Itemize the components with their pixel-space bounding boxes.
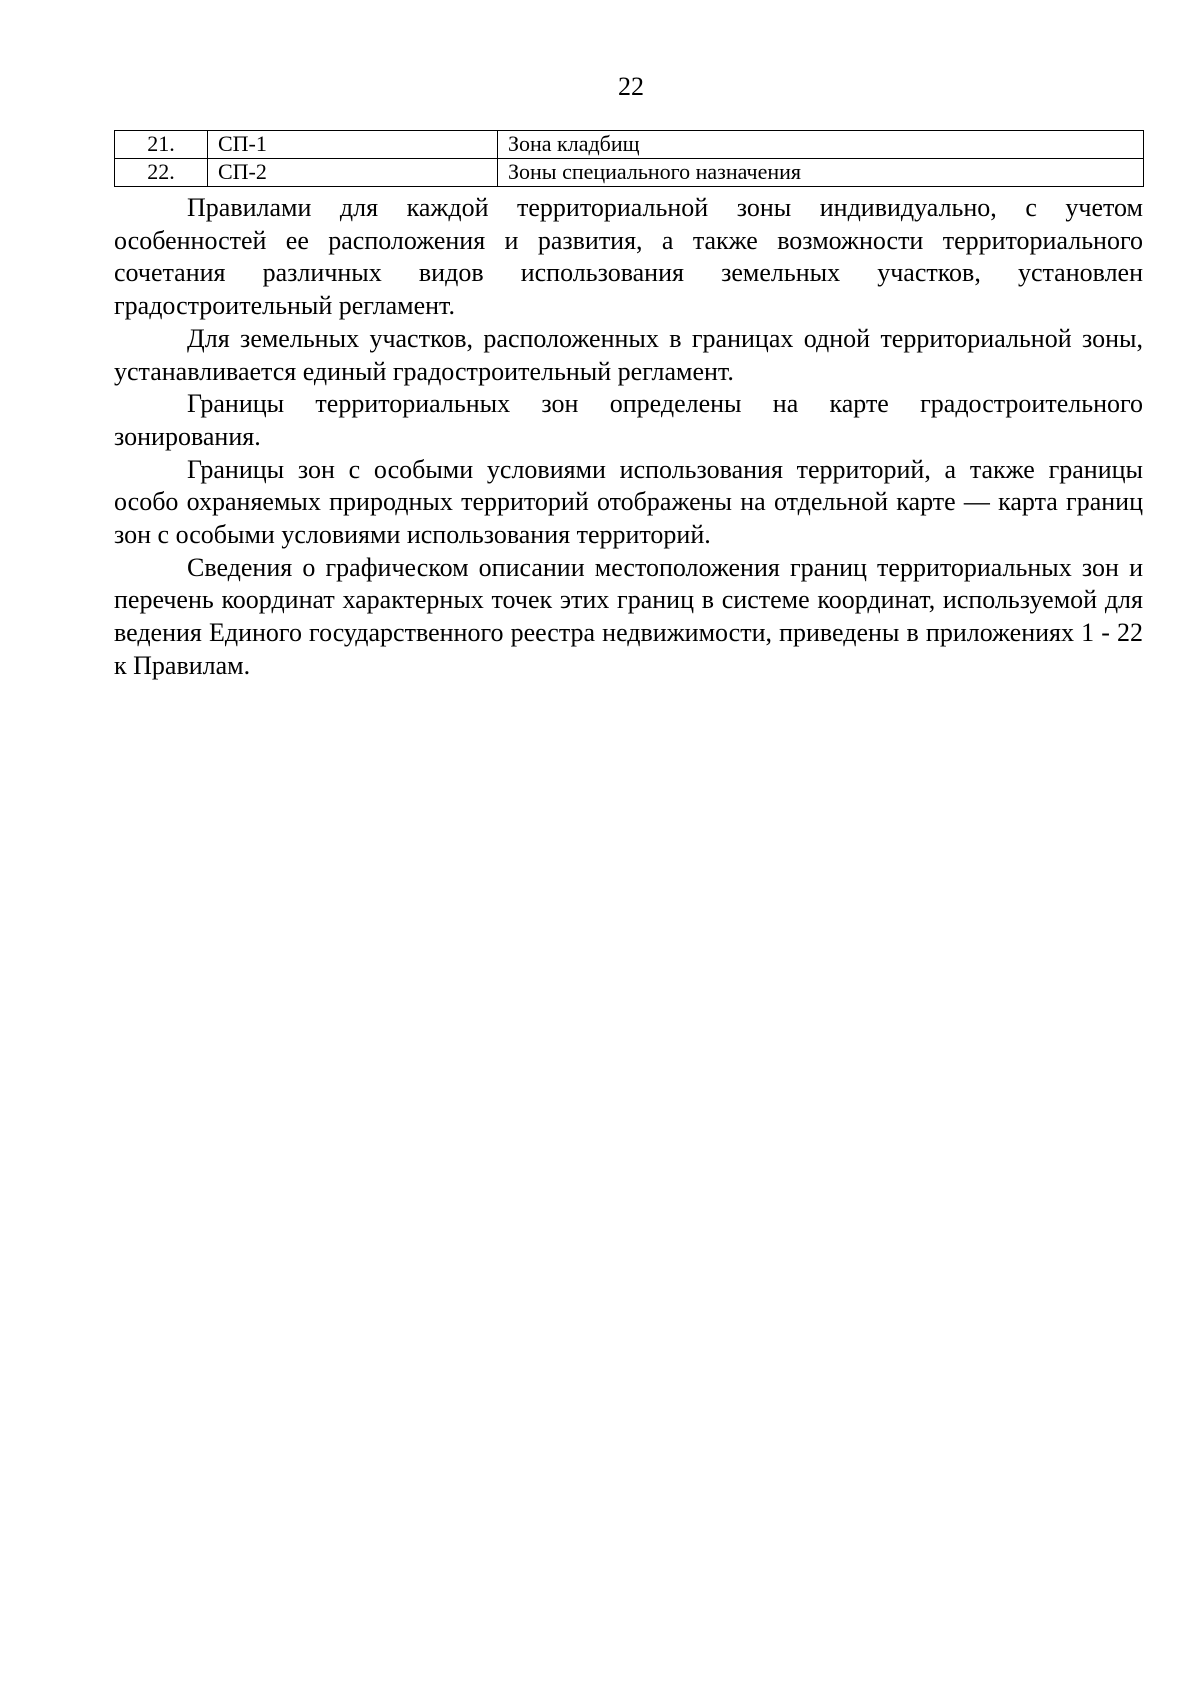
document-body: [114, 192, 1143, 683]
zone-code-cell: СП-1: [208, 131, 498, 159]
zone-name-cell: Зона кладбищ: [498, 131, 1144, 159]
table-row: [115, 159, 1144, 187]
row-number-cell: 22.: [115, 159, 208, 187]
paragraph: Правилами для каждой территориальной зоны индивидуально, с учетом особенностей ее расположения и развития, а также возможности территориального сочетания различных видов использования земельных участков, установлен градостроительный регламент.: [114, 193, 1143, 321]
row-number-cell: 21.: [115, 131, 208, 159]
paragraph: Для земельных участков, расположенных в границах одной территориальной зоны, устанавливается единый градостроительный регламент.: [114, 323, 1143, 386]
table-row: [115, 131, 1144, 159]
paragraph: Границы территориальных зон определены на карте градостроительного зонирования.: [114, 389, 1143, 451]
zone-name-cell: Зоны специального назначения: [498, 159, 1144, 187]
zone-code-cell: СП-2: [208, 159, 498, 187]
zones-table: [114, 130, 1144, 187]
page-number: 22: [618, 72, 644, 101]
paragraph: Сведения о графическом описании местоположения границ территориальных зон и перечень координат характерных точек этих границ в системе координат, используемой для ведения Единого государственного реестра недвижимости, приведены в приложениях 1 - 22 к Правилам.: [114, 552, 1143, 680]
paragraph: Границы зон с особыми условиями использования территорий, а также границы особо охраняемых природных территорий отображены на отдельной карте — карта границ зон с особыми условиями использования территорий.: [114, 454, 1143, 550]
